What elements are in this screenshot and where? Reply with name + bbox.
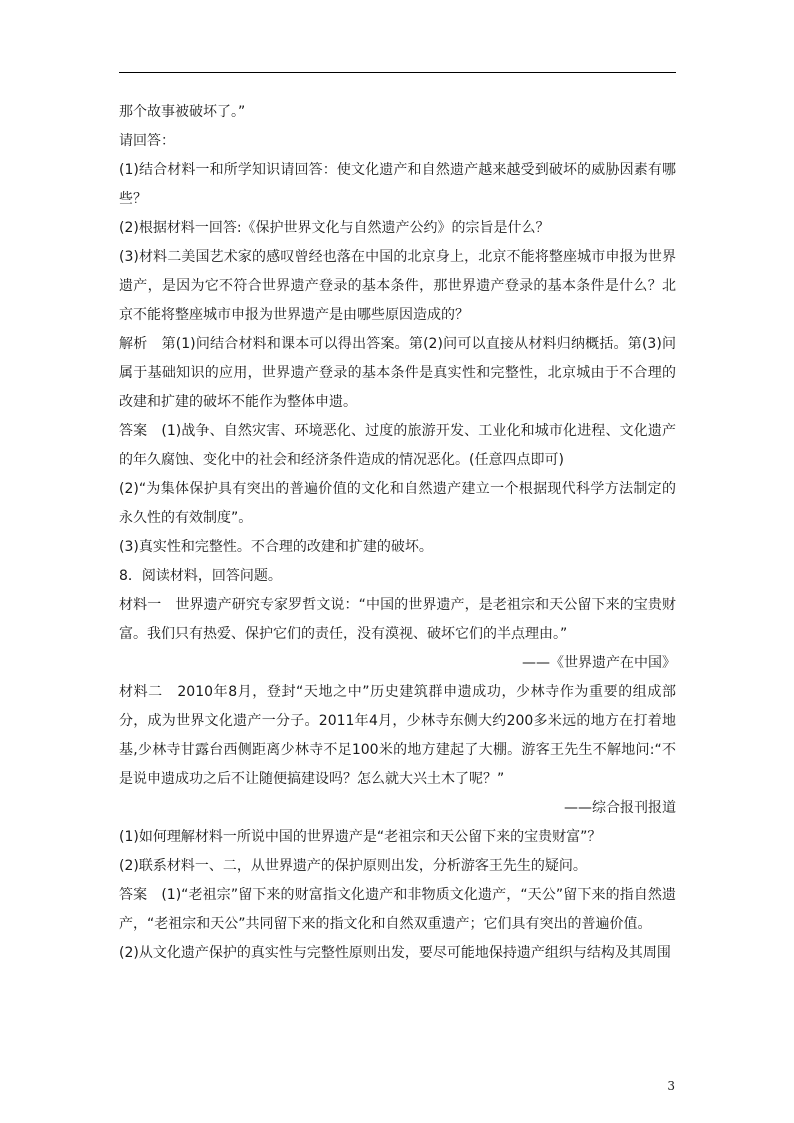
page-number: 3 [667,1079,675,1093]
question-8-2: (2)联系材料一、二，从世界遗产的保护原则出发，分析游客王先生的疑问。 [119,858,587,874]
material-1: 材料一 世界遗产研究专家罗哲文说：“中国的世界遗产，是老祖宗和天公留下来的宝贵财富。我们只有热爱、保护它们的责任，没有漠视、破坏它们的半点理由。” [119,597,676,642]
text-line: 那个故事被破坏了。” [119,104,246,120]
document-body [119,98,676,968]
material-1-source: ——《世界遗产在中国》 [522,655,676,671]
question-8-heading: 8．阅读材料，回答问题。 [119,568,282,584]
answer-3: (3)真实性和完整性。不合理的改建和扩建的破坏。 [119,539,433,555]
answer-2: (2)“为集体保护具有突出的普遍价值的文化和自然遗产建立一个根据现代科学方法制定的永久性的有效制度”。 [119,481,676,526]
question-1: (1)结合材料一和所学知识请回答：使文化遗产和自然遗产越来越受到破坏的威胁因素有哪些？ [119,162,676,207]
header-rule [119,72,676,73]
answer-8-2: (2)从文化遗产保护的真实性与完整性原则出发，要尽可能地保持遗产组织与结构及其周围 [119,945,671,961]
question-2: (2)根据材料一回答:《保护世界文化与自然遗产公约》的宗旨是什么？ [119,220,550,236]
text-line: 请回答： [119,133,175,149]
question-8-1: (1)如何理解材料一所说中国的世界遗产是“老祖宗和天公留下来的宝贵财富”？ [119,829,602,845]
material-2-source: ——综合报刊报道 [564,800,676,816]
question-3: (3)材料二美国艺术家的感叹曾经也落在中国的北京身上，北京不能将整座城市申报为世界遗产，是因为它不符合世界遗产登录的基本条件，那世界遗产登录的基本条件是什么？北京不能将整座城市申报为世界遗产是由哪些原因造成的？ [119,249,676,323]
answer-8-1: 答案 (1)“老祖宗”留下来的财富指文化遗产和非物质文化遗产，“天公”留下来的指自然遗产，“老祖宗和天公”共同留下来的指文化和自然双重遗产；它们具有突出的普遍价值。 [119,887,676,932]
answer-1: 答案 (1)战争、自然灾害、环境恶化、过度的旅游开发、工业化和城市化进程、文化遗产的年久腐蚀、变化中的社会和经济条件造成的情况恶化。(任意四点即可) [119,423,676,468]
material-2: 材料二 2010年8月，登封“天地之中”历史建筑群申遗成功，少林寺作为重要的组成部分，成为世界文化遗产一分子。2011年4月，少林寺东侧大约200多米远的地方在打着地基,少林寺甘露台西侧距离少林寺不足100米的地方建起了大棚。游客王先生不解地问:“不是说申遗成功之后不让随便搞建设吗？怎么就大兴土木了呢？” [119,684,676,787]
analysis-paragraph: 解析 第(1)问结合材料和课本可以得出答案。第(2)问可以直接从材料归纳概括。第(3)问属于基础知识的应用，世界遗产登录的基本条件是真实性和完整性，北京城由于不合理的改建和扩建的破坏不能作为整体申遗。 [119,336,676,410]
